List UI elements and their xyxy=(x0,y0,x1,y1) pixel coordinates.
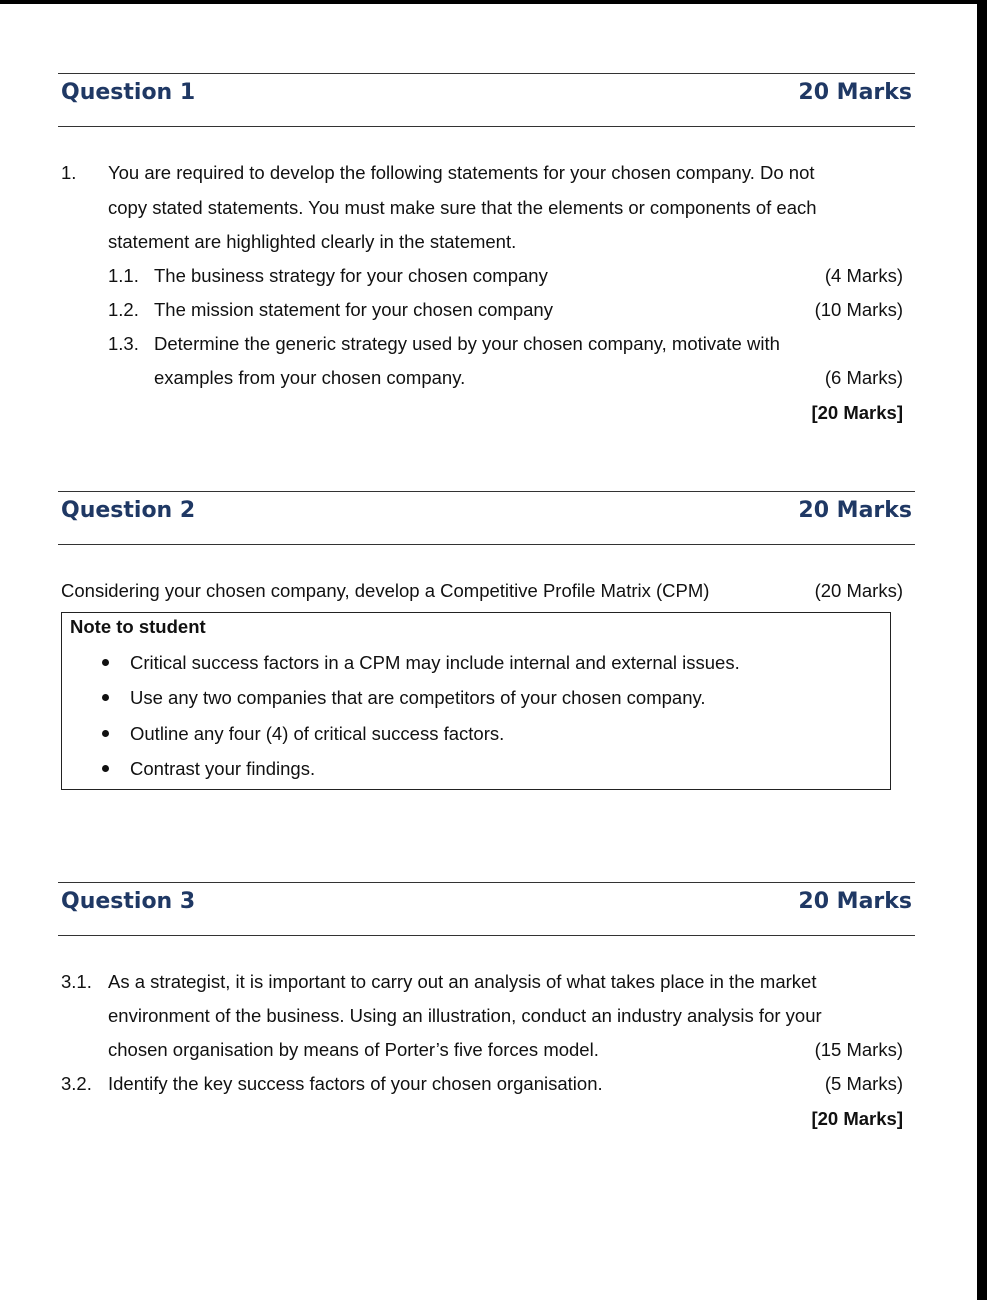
sub-item-number: 3.1. xyxy=(61,971,92,992)
q1-intro-line: copy stated statements. You must make sure that the elements or components of each xyxy=(108,197,817,218)
sub-item-text: Determine the generic strategy used by your chosen company, motivate with xyxy=(154,333,780,354)
note-item: Critical success factors in a CPM may include internal and external issues. xyxy=(130,652,740,673)
sub-item-text-continued: environment of the business. Using an illustration, conduct an industry analysis for your xyxy=(108,1005,822,1026)
note-to-student-box xyxy=(61,612,891,790)
bullet-icon xyxy=(102,765,109,772)
sub-item-number: 1.1. xyxy=(108,265,139,286)
question-1-title: Question 1 xyxy=(61,80,196,105)
sub-item-marks: (10 Marks) xyxy=(814,299,903,320)
sub-item-text: As a strategist, it is important to carry out an analysis of what takes place in the market xyxy=(108,971,817,992)
q1-intro-line: statement are highlighted clearly in the statement. xyxy=(108,231,517,252)
bullet-icon xyxy=(102,659,109,666)
note-title: Note to student xyxy=(70,616,206,637)
sub-item-number: 1.2. xyxy=(108,299,139,320)
bullet-icon xyxy=(102,730,109,737)
question-2-header xyxy=(58,491,915,545)
sub-item-marks: (6 Marks) xyxy=(824,367,903,388)
sub-item-number: 3.2. xyxy=(61,1073,92,1094)
sub-item-text-continued: chosen organisation by means of Porter’s five forces model. xyxy=(108,1039,599,1060)
sub-item-text: The mission statement for your chosen company xyxy=(154,299,553,320)
q2-prompt: Considering your chosen company, develop a Competitive Profile Matrix (CPM) xyxy=(61,580,710,601)
note-item: Outline any four (4) of critical success factors. xyxy=(130,723,505,744)
question-1-total: [20 Marks] xyxy=(811,402,903,423)
question-3-total: [20 Marks] xyxy=(811,1108,903,1129)
bullet-icon xyxy=(102,694,109,701)
note-item: Use any two companies that are competitors of your chosen company. xyxy=(130,687,706,708)
sub-item-marks: (5 Marks) xyxy=(824,1073,903,1094)
question-2-title: Question 2 xyxy=(61,498,196,523)
sub-item-marks: (4 Marks) xyxy=(824,265,903,286)
sub-item-marks: (15 Marks) xyxy=(814,1039,903,1060)
item-number: 1. xyxy=(61,162,77,183)
q2-prompt-marks: (20 Marks) xyxy=(814,580,903,601)
question-3-marks: 20 Marks xyxy=(798,889,912,914)
question-1-marks: 20 Marks xyxy=(798,80,912,105)
q1-intro-line: You are required to develop the following statements for your chosen company. Do not xyxy=(108,162,815,183)
sub-item-number: 1.3. xyxy=(108,333,139,354)
sub-item-text-continued: examples from your chosen company. xyxy=(154,367,466,388)
note-item: Contrast your findings. xyxy=(130,758,316,779)
question-3-title: Question 3 xyxy=(61,889,196,914)
document-page xyxy=(0,4,977,1300)
question-3-header xyxy=(58,882,915,936)
sub-item-text: The business strategy for your chosen company xyxy=(154,265,548,286)
sub-item-text: Identify the key success factors of your chosen organisation. xyxy=(108,1073,603,1094)
question-2-marks: 20 Marks xyxy=(798,498,912,523)
question-1-header xyxy=(58,73,915,127)
